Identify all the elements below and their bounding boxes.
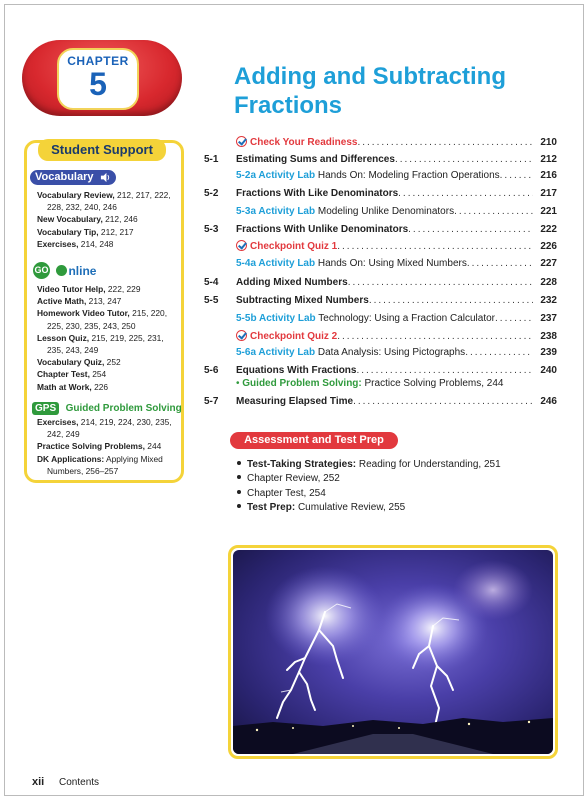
vocabulary-badge xyxy=(30,170,116,185)
activity-lab-label: 5-2a Activity Lab xyxy=(236,170,316,181)
toc-entry-title: Fractions With Unlike Denominators xyxy=(236,224,409,235)
toc-entry xyxy=(236,153,533,166)
toc-entry-text xyxy=(236,395,353,408)
toc-entry-title: Estimating Sums and Differences xyxy=(236,154,395,165)
assessment-item-text: Reading for Understanding, 251 xyxy=(356,459,501,470)
list-item xyxy=(37,453,172,465)
toc-row xyxy=(204,153,559,166)
toc-entry-text xyxy=(236,330,337,343)
toc-page-number: 238 xyxy=(540,331,557,342)
dot-leader xyxy=(408,223,533,236)
toc-section-number: 5-1 xyxy=(204,154,219,165)
chapter-label: CHAPTER xyxy=(67,54,129,68)
list-item-label: Active Math, xyxy=(37,296,87,307)
toc-entry-text xyxy=(236,169,500,182)
list-item-label: Vocabulary Review, xyxy=(37,190,115,200)
list-item xyxy=(37,332,167,344)
toc-page-number: 237 xyxy=(540,313,557,324)
dot-leader xyxy=(369,294,533,307)
toc-page-number: 228 xyxy=(540,277,557,288)
list-item xyxy=(37,226,171,238)
toc-entry-text xyxy=(236,346,465,359)
toc-entry-title: Practice Solving Problems, 244 xyxy=(361,378,504,389)
activity-lab-label: 5-4a Activity Lab xyxy=(236,258,316,269)
list-item xyxy=(37,344,167,356)
list-item xyxy=(37,307,167,319)
list-item-label: Exercises, xyxy=(37,417,79,427)
dot-leader xyxy=(356,364,533,377)
list-item xyxy=(37,368,167,380)
assessment-item xyxy=(237,458,501,472)
toc-row xyxy=(204,346,559,359)
toc-entry xyxy=(236,346,533,359)
list-item-pages: 213, 247 xyxy=(86,296,122,307)
assessment-item-text: Cumulative Review, 255 xyxy=(295,502,406,514)
page-title xyxy=(234,62,564,120)
lightning-photo xyxy=(233,550,553,754)
dot-leader xyxy=(357,136,533,149)
dot-leader xyxy=(395,153,533,166)
dot-leader xyxy=(454,205,533,218)
toc-entry-text xyxy=(236,312,495,325)
toc-row xyxy=(204,276,559,289)
toc-entry-title: Adding Mixed Numbers xyxy=(236,277,348,288)
toc-page-number: 212 xyxy=(540,154,557,165)
dot-leader xyxy=(398,187,533,200)
assessment-item xyxy=(237,487,501,501)
list-item-label: Video Tutor Help, xyxy=(37,284,106,294)
assessment-item xyxy=(237,501,501,515)
list-item xyxy=(37,416,172,428)
student-support-header: Student Support xyxy=(38,139,166,161)
toc-row xyxy=(204,257,559,270)
assessment-list xyxy=(237,458,501,516)
toc-section-number: 5-7 xyxy=(204,396,219,407)
toc-entry xyxy=(236,169,533,182)
page-number: xii xyxy=(32,776,45,788)
toc-page-number: 221 xyxy=(540,206,557,217)
checkmark-icon xyxy=(236,330,247,341)
toc-entry-text xyxy=(236,294,369,307)
online-list xyxy=(37,283,167,393)
toc-entry xyxy=(236,187,533,200)
checkmark-icon xyxy=(236,136,247,147)
list-item xyxy=(37,238,171,250)
toc-entry-text xyxy=(236,136,357,149)
list-item-pages: Applying Mixed xyxy=(104,453,163,464)
list-item-continuation: 235, 243, 249 xyxy=(47,345,99,356)
list-item-continuation: Numbers, 256–257 xyxy=(47,465,119,476)
gps-label: Guided Problem Solving xyxy=(65,403,182,415)
toc-entry xyxy=(236,330,533,343)
list-item-label: Chapter Test, xyxy=(37,369,90,380)
activity-lab-label: 5-3a Activity Lab xyxy=(236,206,316,217)
toc-section-number: 5-5 xyxy=(204,295,219,306)
toc-page-number: 216 xyxy=(540,170,557,181)
vocabulary-list xyxy=(37,189,171,250)
dot-leader xyxy=(495,312,533,325)
dot-leader xyxy=(337,330,533,343)
list-item-pages: 254 xyxy=(89,369,107,380)
list-item-label: Lesson Quiz, xyxy=(37,332,90,343)
list-item-label: Practice Solving Problems, xyxy=(37,441,145,452)
list-item xyxy=(37,295,167,307)
list-item-pages: 252 xyxy=(104,357,121,368)
toc-entry-text xyxy=(236,240,337,253)
list-item xyxy=(37,440,172,452)
toc-entry-text xyxy=(236,377,503,390)
list-item xyxy=(37,381,167,393)
list-item-pages: 212, 217, 222, xyxy=(114,190,171,200)
list-item-label: Exercises, xyxy=(37,238,79,249)
toc-page-number: 217 xyxy=(540,188,557,199)
list-item xyxy=(37,213,171,225)
toc-entry-title: Check Your Readiness xyxy=(250,137,358,148)
speaker-icon xyxy=(100,172,111,183)
toc-entry-text xyxy=(236,153,395,166)
lightning-image xyxy=(233,550,553,754)
list-item-continuation: 225, 230, 235, 243, 250 xyxy=(47,320,136,331)
toc-row xyxy=(204,223,559,236)
toc-row xyxy=(204,240,559,253)
list-item-pages: 215, 220, xyxy=(129,308,168,319)
list-item-label: New Vocabulary, xyxy=(37,214,103,225)
gps-list xyxy=(37,416,172,477)
toc-entry-title: Subtracting Mixed Numbers xyxy=(236,295,369,306)
bullet: • xyxy=(236,378,243,389)
toc-row xyxy=(204,169,559,182)
toc-page-number: 210 xyxy=(540,137,557,148)
toc-row xyxy=(204,136,559,149)
bullet-icon xyxy=(237,461,241,465)
chapter-number: 5 xyxy=(89,66,107,102)
toc-entry-text xyxy=(236,257,467,270)
toc-entry xyxy=(236,257,533,270)
dot-leader xyxy=(337,240,533,253)
list-item-continuation: 228, 232, 240, 246 xyxy=(47,202,117,213)
vocabulary-badge-label: Vocabulary xyxy=(35,171,94,183)
toc-page-number: 226 xyxy=(540,241,557,252)
online-label: nline xyxy=(68,263,97,278)
toc-entry-title: Technology: Using a Fraction Calculator xyxy=(315,313,496,324)
list-item xyxy=(37,428,172,440)
dot-leader xyxy=(353,395,533,408)
toc-section-number: 5-2 xyxy=(204,188,219,199)
online-o-icon xyxy=(56,265,67,276)
toc-entry-text xyxy=(236,276,348,289)
toc-page-number: 239 xyxy=(540,347,557,358)
toc-row xyxy=(204,205,559,218)
toc-row xyxy=(204,312,559,325)
dot-leader xyxy=(348,276,533,289)
toc-entry xyxy=(236,223,533,236)
toc-entry xyxy=(236,136,533,149)
toc-entry-text xyxy=(236,364,356,377)
list-item-pages: 212, 246 xyxy=(102,214,138,225)
chapter-badge xyxy=(57,48,139,110)
toc-page-number: 222 xyxy=(540,224,557,235)
dot-leader xyxy=(467,257,533,270)
toc-entry xyxy=(236,294,533,307)
list-item-label: DK Applications: xyxy=(37,453,105,464)
title-line-2: Fractions xyxy=(234,92,343,119)
footer-label: Contents xyxy=(59,777,100,788)
list-item xyxy=(37,320,167,332)
assessment-item xyxy=(237,472,501,486)
toc-row xyxy=(204,294,559,307)
footer xyxy=(32,776,99,788)
list-item-pages: 214, 219, 224, 230, 235, xyxy=(78,417,172,427)
toc-page-number: 232 xyxy=(540,295,557,306)
assessment-item-text: Chapter Review, 252 xyxy=(247,473,340,485)
title-line-1: Adding and Subtracting xyxy=(234,63,506,90)
toc-entry-text xyxy=(236,187,398,200)
toc-entry-title: Modeling Unlike Denominators xyxy=(315,206,455,217)
gps-badge: GPS xyxy=(32,402,59,415)
toc-row xyxy=(204,187,559,200)
toc-entry-title: Hands On: Modeling Fraction Operations xyxy=(315,170,500,181)
list-item-pages: 215, 219, 225, 231, xyxy=(89,332,164,343)
gps-inline-label: Guided Problem Solving: xyxy=(242,378,362,389)
list-item-pages: 222, 229 xyxy=(105,284,141,294)
toc-row xyxy=(204,395,559,408)
list-item-pages: 226 xyxy=(91,381,109,392)
list-item xyxy=(37,356,167,368)
toc-entry-title: Checkpoint Quiz 2 xyxy=(250,331,338,342)
toc-entry xyxy=(236,312,533,325)
toc-row xyxy=(204,364,559,377)
toc-entry xyxy=(236,364,533,377)
assessment-item-label: Test-Taking Strategies: xyxy=(247,459,357,470)
bullet-icon xyxy=(237,504,241,508)
toc-entry xyxy=(236,395,533,408)
checkmark-icon xyxy=(236,240,247,251)
list-item-pages: 214, 248 xyxy=(78,238,114,249)
list-item-label: Homework Video Tutor, xyxy=(37,308,130,319)
toc-entry-text xyxy=(236,223,408,236)
toc-entry xyxy=(236,205,533,218)
dot-leader xyxy=(465,346,533,359)
dot-leader xyxy=(500,169,533,182)
toc-row xyxy=(204,377,559,390)
toc-section-number: 5-6 xyxy=(204,365,219,376)
activity-lab-label: 5-5b Activity Lab xyxy=(236,313,316,324)
list-item-label: Vocabulary Quiz, xyxy=(37,357,105,368)
go-icon: GO xyxy=(33,262,50,279)
list-item-label: Math at Work, xyxy=(37,381,92,392)
assessment-item-label: Test Prep: xyxy=(247,502,296,514)
toc-entry-title: Checkpoint Quiz 1 xyxy=(250,241,338,252)
toc-section-number: 5-4 xyxy=(204,277,219,288)
activity-lab-label: 5-6a Activity Lab xyxy=(236,347,316,358)
toc-entry-title: Hands On: Using Mixed Numbers xyxy=(315,258,467,269)
toc-entry-title: Equations With Fractions xyxy=(236,365,357,376)
list-item xyxy=(37,201,171,213)
toc-page-number: 240 xyxy=(540,365,557,376)
list-item xyxy=(37,189,171,201)
bullet-icon xyxy=(237,475,241,479)
list-item-pages: 244 xyxy=(144,441,162,452)
toc-entry xyxy=(236,377,533,390)
list-item-pages: 212, 217 xyxy=(98,226,134,237)
toc-entry-text xyxy=(236,205,454,218)
list-item-continuation: 242, 249 xyxy=(47,429,80,440)
toc-page-number: 227 xyxy=(540,258,557,269)
toc-entry xyxy=(236,240,533,253)
toc-section-number: 5-3 xyxy=(204,224,219,235)
assessment-item-text: Chapter Test, 254 xyxy=(247,487,326,499)
toc-page-number: 246 xyxy=(540,396,557,407)
list-item-label: Vocabulary Tip, xyxy=(37,226,99,237)
assessment-header: Assessment and Test Prep xyxy=(230,432,398,449)
list-item xyxy=(37,465,172,477)
toc-entry xyxy=(236,276,533,289)
toc-entry-title: Measuring Elapsed Time xyxy=(236,396,354,407)
go-online-logo xyxy=(33,262,96,280)
toc-entry-title: Data Analysis: Using Pictographs xyxy=(315,347,466,358)
list-item xyxy=(37,283,167,295)
toc-row xyxy=(204,330,559,343)
bullet-icon xyxy=(237,490,241,494)
toc-entry-title: Fractions With Like Denominators xyxy=(236,188,399,199)
